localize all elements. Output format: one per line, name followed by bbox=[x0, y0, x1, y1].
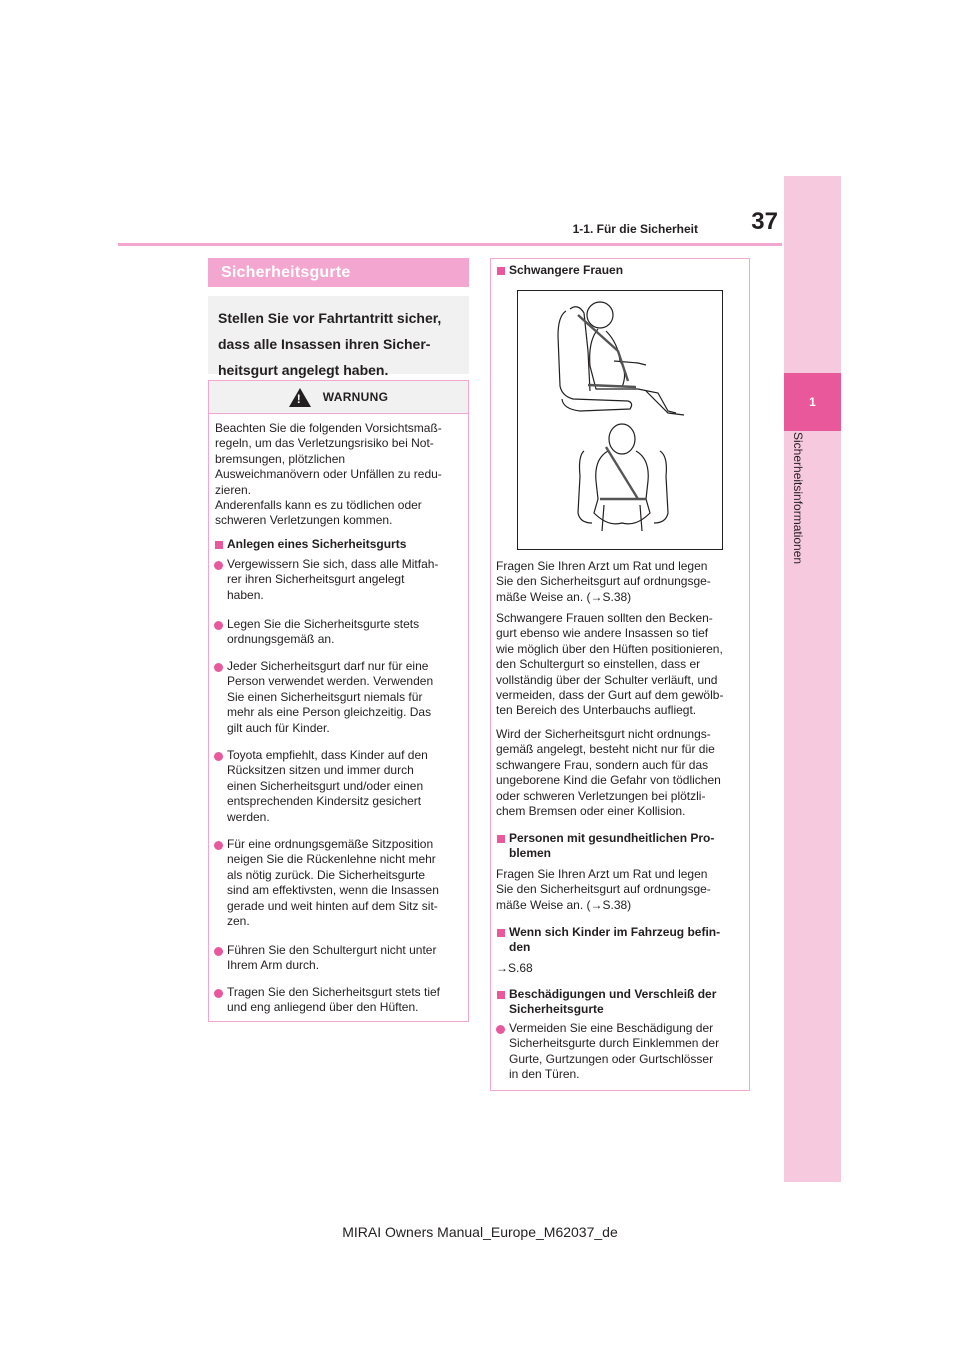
bullet-icon bbox=[214, 841, 223, 850]
text-line: blemen bbox=[509, 846, 552, 861]
text-line: neigen Sie die Rückenlehne nicht mehr bbox=[227, 852, 436, 867]
footer-doc-id: MIRAI Owners Manual_Europe_M62037_de bbox=[342, 1224, 618, 1240]
text-line: werden. bbox=[227, 809, 270, 824]
header-rule bbox=[118, 243, 782, 246]
text-line: chem Bremsen oder einer Kollision. bbox=[496, 804, 686, 819]
text-line: zen. bbox=[227, 914, 250, 929]
text-line: Gurte, Gurtzungen oder Gurtschlösser bbox=[509, 1051, 714, 1066]
text-line: Sicherheitsgurte durch Einklemmen der bbox=[509, 1036, 720, 1051]
text-line: Schwangere Frauen sollten den Becken- bbox=[496, 611, 713, 625]
text-line: ten Bereich des Unterbauchs aufliegt. bbox=[496, 703, 697, 718]
section-title: 1-1. Für die Sicherheit bbox=[572, 222, 698, 236]
text-line: Sie den Sicherheitsgurt auf ordnungsge- bbox=[496, 882, 711, 897]
text-line: ungeborene Kind die Gefahr von tödlichen bbox=[496, 773, 721, 788]
pregnant-seatbelt-illustration bbox=[517, 290, 723, 550]
intro-line: Stellen Sie vor Fahrtantritt sicher, bbox=[218, 310, 442, 326]
text-line: einen Sicherheitsgurt und/oder einen bbox=[227, 778, 424, 793]
bullet-item bbox=[227, 617, 465, 648]
text-line: Personen mit gesundheitlichen Pro- bbox=[509, 831, 715, 845]
side-tab-strip bbox=[784, 176, 841, 1182]
intro-line: dass alle Insassen ihren Sicher- bbox=[218, 336, 431, 352]
page-title: Sicherheitsgurte bbox=[208, 258, 469, 287]
square-bullet-icon bbox=[497, 991, 505, 999]
bullet-icon bbox=[214, 663, 223, 672]
text-line: und eng anliegend über den Hüften. bbox=[227, 1000, 419, 1015]
text-line: gurt ebenso wie andere Insassen so tief bbox=[496, 626, 709, 641]
text-line: Vergewissern Sie sich, dass alle Mitfah- bbox=[227, 557, 439, 571]
paragraph bbox=[496, 867, 746, 913]
text-line: vollständig über der Schulter verläuft, und bbox=[496, 672, 718, 687]
text-line: Legen Sie die Sicherheitsgurte stets bbox=[227, 617, 420, 631]
text-line: Wenn sich Kinder im Fahrzeug befin- bbox=[509, 925, 721, 939]
text-line: Rücksitzen sitzen und immer durch bbox=[227, 763, 414, 778]
text-line: Beschädigungen und Verschleiß der bbox=[509, 987, 717, 1001]
text-line: Sie einen Sicherheitsgurt niemals für bbox=[227, 689, 423, 704]
square-bullet-icon bbox=[497, 929, 505, 937]
text-line: ordnungsgemäß an. bbox=[227, 632, 335, 647]
text-line: den Schultergurt so einstellen, dass er bbox=[496, 657, 701, 672]
text-line: Vermeiden Sie eine Beschädigung der bbox=[509, 1021, 714, 1035]
subheading bbox=[509, 987, 745, 1018]
subheading: Schwangere Frauen bbox=[509, 263, 624, 277]
bullet-icon bbox=[214, 752, 223, 761]
bullet-item bbox=[227, 659, 465, 736]
text-line: Fragen Sie Ihren Arzt um Rat und legen bbox=[496, 559, 708, 573]
text-line: als nötig zurück. Die Sicherheitsgurte bbox=[227, 867, 426, 882]
bullet-icon bbox=[214, 947, 223, 956]
text-line: in den Türen. bbox=[509, 1067, 580, 1082]
text-line: bremsungen, plötzlichen bbox=[215, 451, 346, 466]
bullet-icon bbox=[214, 561, 223, 570]
text-line: gemäß angelegt, besteht nicht nur für die bbox=[496, 742, 715, 757]
text-line: oder schweren Verletzungen bei plötzli- bbox=[496, 788, 706, 803]
text-line: Wird der Sicherheitsgurt nicht ordnungs- bbox=[496, 727, 711, 741]
text-line: Ihrem Arm durch. bbox=[227, 958, 320, 973]
intro-box bbox=[208, 296, 469, 378]
bullet-item bbox=[227, 985, 465, 1016]
square-bullet-icon bbox=[497, 835, 505, 843]
text-line: Jeder Sicherheitsgurt darf nur für eine bbox=[227, 659, 429, 673]
text-line: mäße Weise an. (→S.38) bbox=[496, 897, 632, 912]
subheading bbox=[509, 925, 745, 956]
text-line: Beachten Sie die folgenden Vorsichtsmaß- bbox=[215, 421, 442, 435]
text-line: rer ihren Sicherheitsgurt angelegt bbox=[227, 572, 405, 587]
subheading: Anlegen eines Sicherheitsgurts bbox=[227, 537, 407, 551]
bullet-icon bbox=[214, 989, 223, 998]
subheading bbox=[509, 831, 745, 862]
bullet-item bbox=[509, 1021, 745, 1083]
text-line: den bbox=[509, 940, 531, 955]
text-line: gerade und weit hinten auf dem Sitz sit- bbox=[227, 898, 438, 913]
bullet-icon bbox=[214, 621, 223, 630]
text-line: zieren. bbox=[215, 482, 252, 497]
bullet-icon bbox=[496, 1025, 505, 1034]
text-line: Für eine ordnungsgemäße Sitzposition bbox=[227, 837, 434, 851]
paragraph bbox=[496, 727, 746, 819]
text-line: Toyota empfiehlt, dass Kinder auf den bbox=[227, 748, 428, 762]
page-reference-link[interactable]: →S.68 bbox=[496, 961, 533, 975]
text-line: mäße Weise an. (→S.38) bbox=[496, 589, 632, 604]
warning-triangle-icon bbox=[289, 388, 311, 407]
text-line: schwangere Frau, sondern auch für das bbox=[496, 757, 709, 772]
text-line: haben. bbox=[227, 587, 264, 602]
square-bullet-icon bbox=[497, 267, 505, 275]
text-line: regeln, um das Verletzungsrisiko bei Not- bbox=[215, 436, 434, 451]
text-line: Anderenfalls kann es zu tödlichen oder bbox=[215, 498, 422, 513]
bullet-item bbox=[227, 557, 465, 603]
chapter-tab[interactable]: 1 bbox=[784, 373, 841, 431]
bullet-item bbox=[227, 943, 465, 974]
warning-intro bbox=[215, 421, 465, 529]
text-line: Sicherheitsgurte bbox=[509, 1002, 604, 1017]
text-line: Person verwendet werden. Verwenden bbox=[227, 674, 434, 689]
bullet-item bbox=[227, 748, 465, 825]
text-line: wie möglich über den Hüften positionieren, bbox=[496, 641, 723, 656]
text-line: schweren Verletzungen kommen. bbox=[215, 513, 393, 528]
text-line: mehr als eine Person gleichzeitig. Das bbox=[227, 705, 432, 720]
square-bullet-icon bbox=[215, 541, 223, 549]
warning-label: WARNUNG bbox=[322, 390, 389, 404]
intro-line: heitsgurt angelegt haben. bbox=[218, 362, 389, 378]
page-number: 37 bbox=[751, 208, 778, 235]
text-line: entsprechenden Kindersitz gesichert bbox=[227, 794, 422, 809]
seatbelt-figure-icon bbox=[518, 291, 722, 549]
text-line: Ausweichmanövern oder Unfällen zu redu- bbox=[215, 467, 442, 482]
bullet-item bbox=[227, 837, 465, 929]
text-line: Führen Sie den Schultergurt nicht unter bbox=[227, 943, 437, 957]
warning-header bbox=[209, 381, 468, 414]
text-line: Fragen Sie Ihren Arzt um Rat und legen bbox=[496, 867, 708, 881]
text-line: gilt auch für Kinder. bbox=[227, 720, 330, 735]
chapter-label-text: Sicherheitsinformationen bbox=[791, 432, 805, 565]
text-line: Sie den Sicherheitsgurt auf ordnungsge- bbox=[496, 574, 711, 589]
paragraph bbox=[496, 559, 746, 605]
paragraph bbox=[496, 611, 746, 719]
text-line: Tragen Sie den Sicherheitsgurt stets tief bbox=[227, 985, 440, 999]
text-line: sind am effektivsten, wenn die Insassen bbox=[227, 883, 439, 898]
warning-box bbox=[208, 380, 469, 1022]
text-line: vermeiden, dass der Gurt auf dem gewölb- bbox=[496, 688, 724, 703]
